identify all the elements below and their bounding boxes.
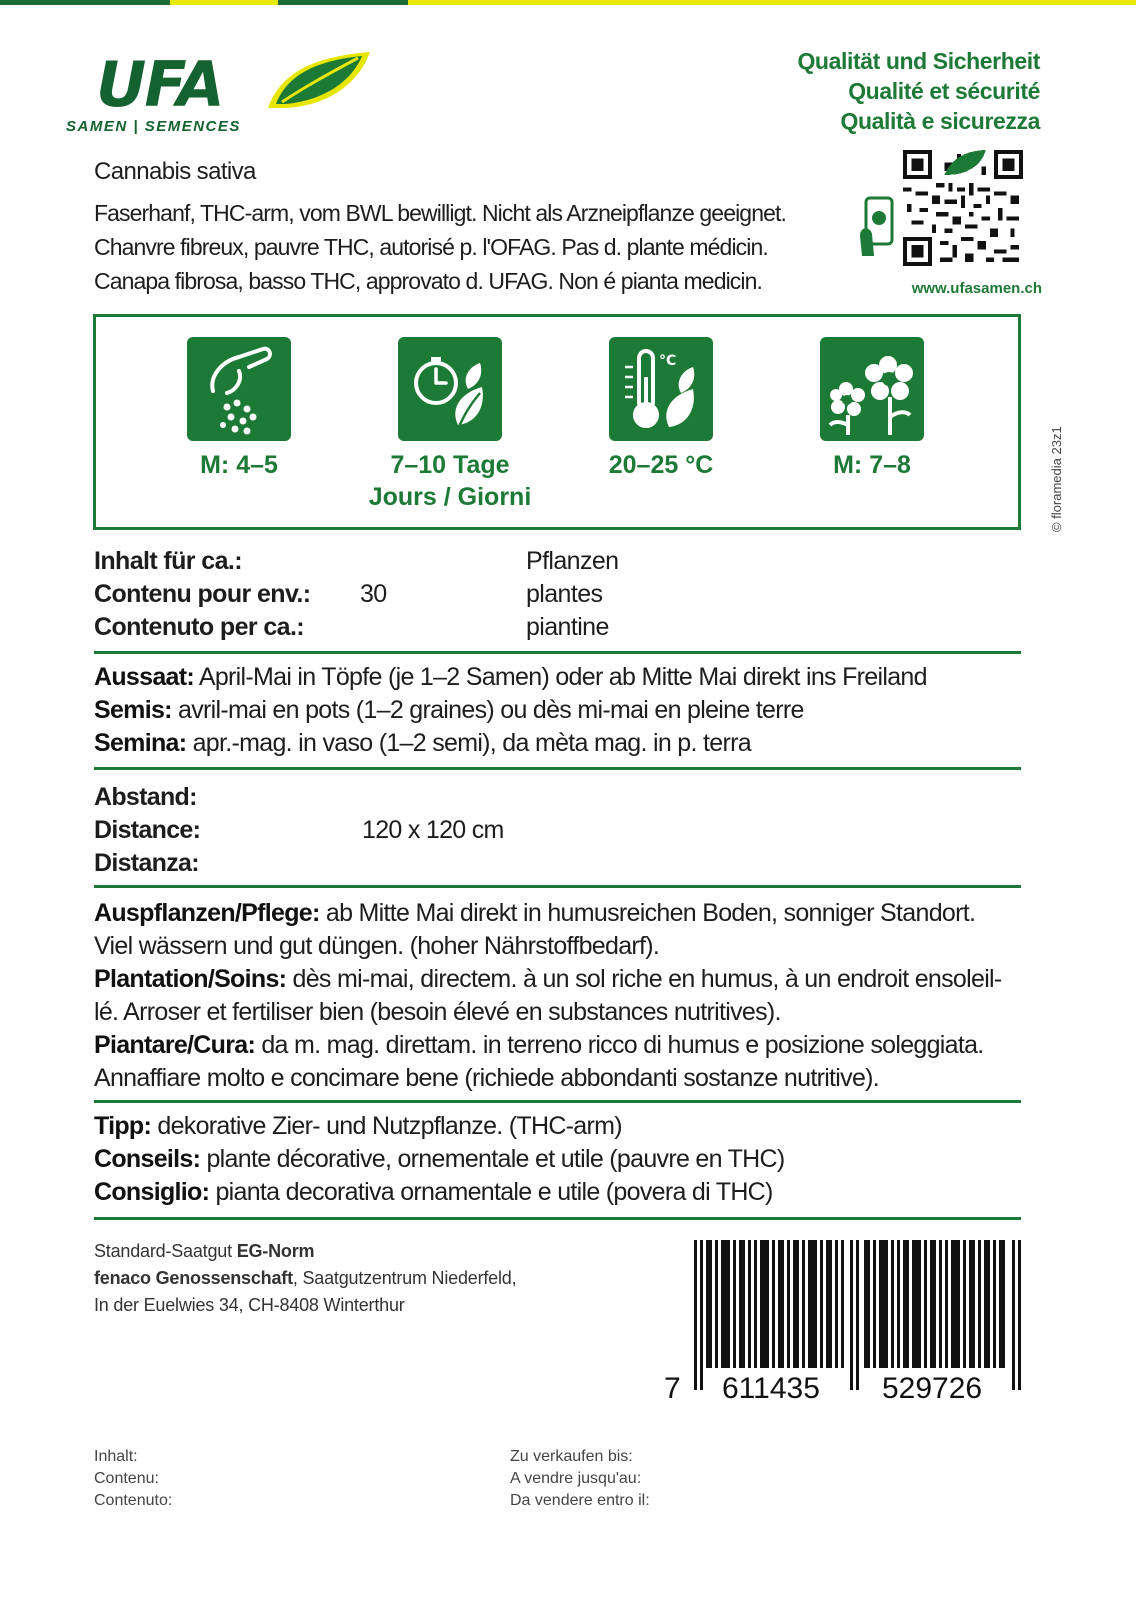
description <box>94 196 786 298</box>
tip-line-de <box>94 1110 785 1143</box>
sowing-label: Aussaat: <box>94 663 194 691</box>
care-text: da m. mag. direttam. in terreno ricco di humus e posizione soleggiata. <box>255 1031 984 1059</box>
sowing-text: April-Mai in Töpfe (je 1–2 Samen) oder ab Mitte Mai direkt ins Freiland <box>194 663 927 691</box>
spacing-labels <box>94 781 200 880</box>
spacing-value: 120 x 120 cm <box>362 816 504 844</box>
content-label-fr: Contenu pour env.: <box>94 580 311 608</box>
quality-it: Qualità e sicurezza <box>840 108 1040 134</box>
tips-section <box>94 1110 785 1209</box>
content-units <box>526 545 619 644</box>
care-label: Piantare/Cura: <box>94 1031 256 1059</box>
content-labels <box>94 545 374 644</box>
icon-item-flowering <box>772 337 972 481</box>
sowing-text: avril-mai en pots (1–2 graines) ou dès mi-mai en pleine terre <box>171 696 804 724</box>
standard-norm: EG-Norm <box>236 1241 315 1261</box>
tip-label: Conseils: <box>94 1145 201 1173</box>
description-fr: Chanvre fibreux, pauvre THC, autorisé p. l'OFAG. Pas d. plante médicin. <box>94 234 768 260</box>
icon-label-sowing-months: M: 4–5 <box>200 451 278 479</box>
description-it: Canapa fibrosa, basso THC, approvato d. UFAG. Non é pianta medicin. <box>94 268 762 294</box>
logo-subtitle: SAMEN | SEMENCES <box>66 118 241 135</box>
side-credit-text: © floramedia 23z1 <box>1049 426 1064 532</box>
tip-label: Tipp: <box>94 1112 152 1140</box>
care-text: Viel wässern und gut düngen. (hoher Nährstoffbedarf). <box>94 932 660 960</box>
address-line: In der Euelwies 34, CH-8408 Winterthur <box>94 1295 405 1315</box>
qr-code-icon[interactable] <box>903 150 1023 266</box>
species-name: Cannabis sativa <box>94 158 256 185</box>
icon-tile <box>609 337 713 441</box>
sellby-label-it: Da vendere entro il: <box>510 1492 650 1509</box>
germination-days-unit: Jours / Giorni <box>368 483 532 511</box>
producer-info <box>94 1238 516 1319</box>
smartphone-icon <box>856 196 896 260</box>
top-color-bar <box>0 0 1136 5</box>
icon-tile <box>187 337 291 441</box>
fill-label-fr: Contenu: <box>94 1470 159 1487</box>
care-text: ab Mitte Mai direkt in humusreichen Boden, sonniger Standort. <box>319 899 976 927</box>
quality-fr: Qualité et sécurité <box>848 78 1040 104</box>
sellby-label-fr: A vendre jusqu'au: <box>510 1470 642 1487</box>
tip-text: pianta decorativa ornamentale e utile (povera di THC) <box>209 1178 773 1206</box>
content-unit-fr: plantes <box>526 580 603 608</box>
content-value: 30 <box>360 580 387 608</box>
standard-prefix: Standard-Saatgut <box>94 1241 237 1261</box>
care-line <box>94 897 1002 930</box>
sowing-label: Semis: <box>94 696 172 724</box>
content-label-de: Inhalt für ca.: <box>94 547 242 575</box>
quality-claim <box>797 46 1040 136</box>
content-label-it: Contenuto per ca.: <box>94 613 305 641</box>
icon-label-flowering-months: M: 7–8 <box>833 451 911 479</box>
growing-icons-panel <box>93 314 1021 530</box>
care-text: lé. Arroser et fertiliser bien (besoin élevé en substances nutritives). <box>94 998 781 1026</box>
sowing-line-it <box>94 727 927 760</box>
care-line <box>94 996 1002 1029</box>
side-credit <box>1044 326 1068 536</box>
tip-label: Consiglio: <box>94 1178 210 1206</box>
icon-item-temperature <box>561 337 761 481</box>
tip-text: dekorative Zier- und Nutzpflanze. (THC-arm) <box>151 1112 622 1140</box>
divider <box>94 651 1021 654</box>
ufa-logo <box>66 50 366 142</box>
care-label: Plantation/Soins: <box>94 965 287 993</box>
divider <box>94 1100 1021 1103</box>
sowing-section <box>94 661 927 760</box>
care-line <box>94 963 1002 996</box>
logo-wordmark: UFA <box>96 48 223 121</box>
icon-item-germination <box>350 337 550 513</box>
sellby-label-de: Zu verkaufen bis: <box>510 1448 633 1465</box>
standard-line <box>94 1238 516 1265</box>
tip-line-fr <box>94 1143 785 1176</box>
quality-de: Qualität und Sicherheit <box>797 48 1040 74</box>
fill-label-it: Contenuto: <box>94 1492 173 1509</box>
divider <box>94 885 1021 888</box>
barcode-digits-left: 611435 <box>722 1372 820 1405</box>
barcode-digits-right: 529726 <box>882 1372 983 1405</box>
content-unit-it: piantine <box>526 613 609 641</box>
leaf-logo-icon <box>262 50 372 112</box>
care-line <box>94 1029 1002 1062</box>
barcode <box>690 1240 1024 1390</box>
website-link[interactable]: www.ufasamen.ch <box>911 280 1042 297</box>
divider <box>94 1217 1021 1220</box>
icon-label-germination-days <box>350 449 550 513</box>
germination-days-value: 7–10 Tage <box>390 451 510 479</box>
stopwatch-germination-icon <box>398 337 502 441</box>
care-text: dès mi-mai, directem. à un sol riche en humus, à un endroit ensoleil- <box>286 965 1002 993</box>
flowers-icon <box>820 337 924 441</box>
barcode-digit-lead: 7 <box>664 1372 681 1405</box>
sowing-hand-icon <box>187 337 291 441</box>
care-line <box>94 930 1002 963</box>
icon-label-temperature: 20–25 °C <box>608 451 714 479</box>
content-unit-de: Pflanzen <box>526 547 619 575</box>
company-location: , Saatgutzentrum Niederfeld, <box>292 1268 517 1288</box>
icon-tile <box>398 337 502 441</box>
sell-by-labels <box>510 1446 650 1512</box>
company-name: fenaco Genossenschaft <box>94 1268 293 1288</box>
care-label: Auspflanzen/Pflege: <box>94 899 320 927</box>
divider <box>94 767 1021 770</box>
sowing-line-de <box>94 661 927 694</box>
icon-item-sowing <box>139 337 339 481</box>
spacing-label-it: Distanza: <box>94 849 199 877</box>
care-section <box>94 897 1002 1095</box>
sowing-label: Semina: <box>94 729 187 757</box>
svg-text:°C: °C <box>659 353 677 369</box>
spacing-label-de: Abstand: <box>94 783 197 811</box>
thermometer-icon <box>609 337 713 441</box>
icon-tile <box>820 337 924 441</box>
fill-label-de: Inhalt: <box>94 1448 138 1465</box>
care-line <box>94 1062 1002 1095</box>
company-line <box>94 1265 516 1292</box>
description-de: Faserhanf, THC-arm, vom BWL bewilligt. Nicht als Arzneipflanze geeignet. <box>94 200 786 226</box>
content-fill-labels <box>94 1446 172 1512</box>
care-text: Annaffiare molto e concimare bene (richiede abbondanti sostanze nutritive). <box>94 1064 880 1092</box>
tip-text: plante décorative, ornementale et utile (pauvre en THC) <box>200 1145 785 1173</box>
sowing-text: apr.-mag. in vaso (1–2 semi), da mèta mag. in p. terra <box>186 729 751 757</box>
spacing-label-fr: Distance: <box>94 816 201 844</box>
sowing-line-fr <box>94 694 927 727</box>
tip-line-it <box>94 1176 785 1209</box>
